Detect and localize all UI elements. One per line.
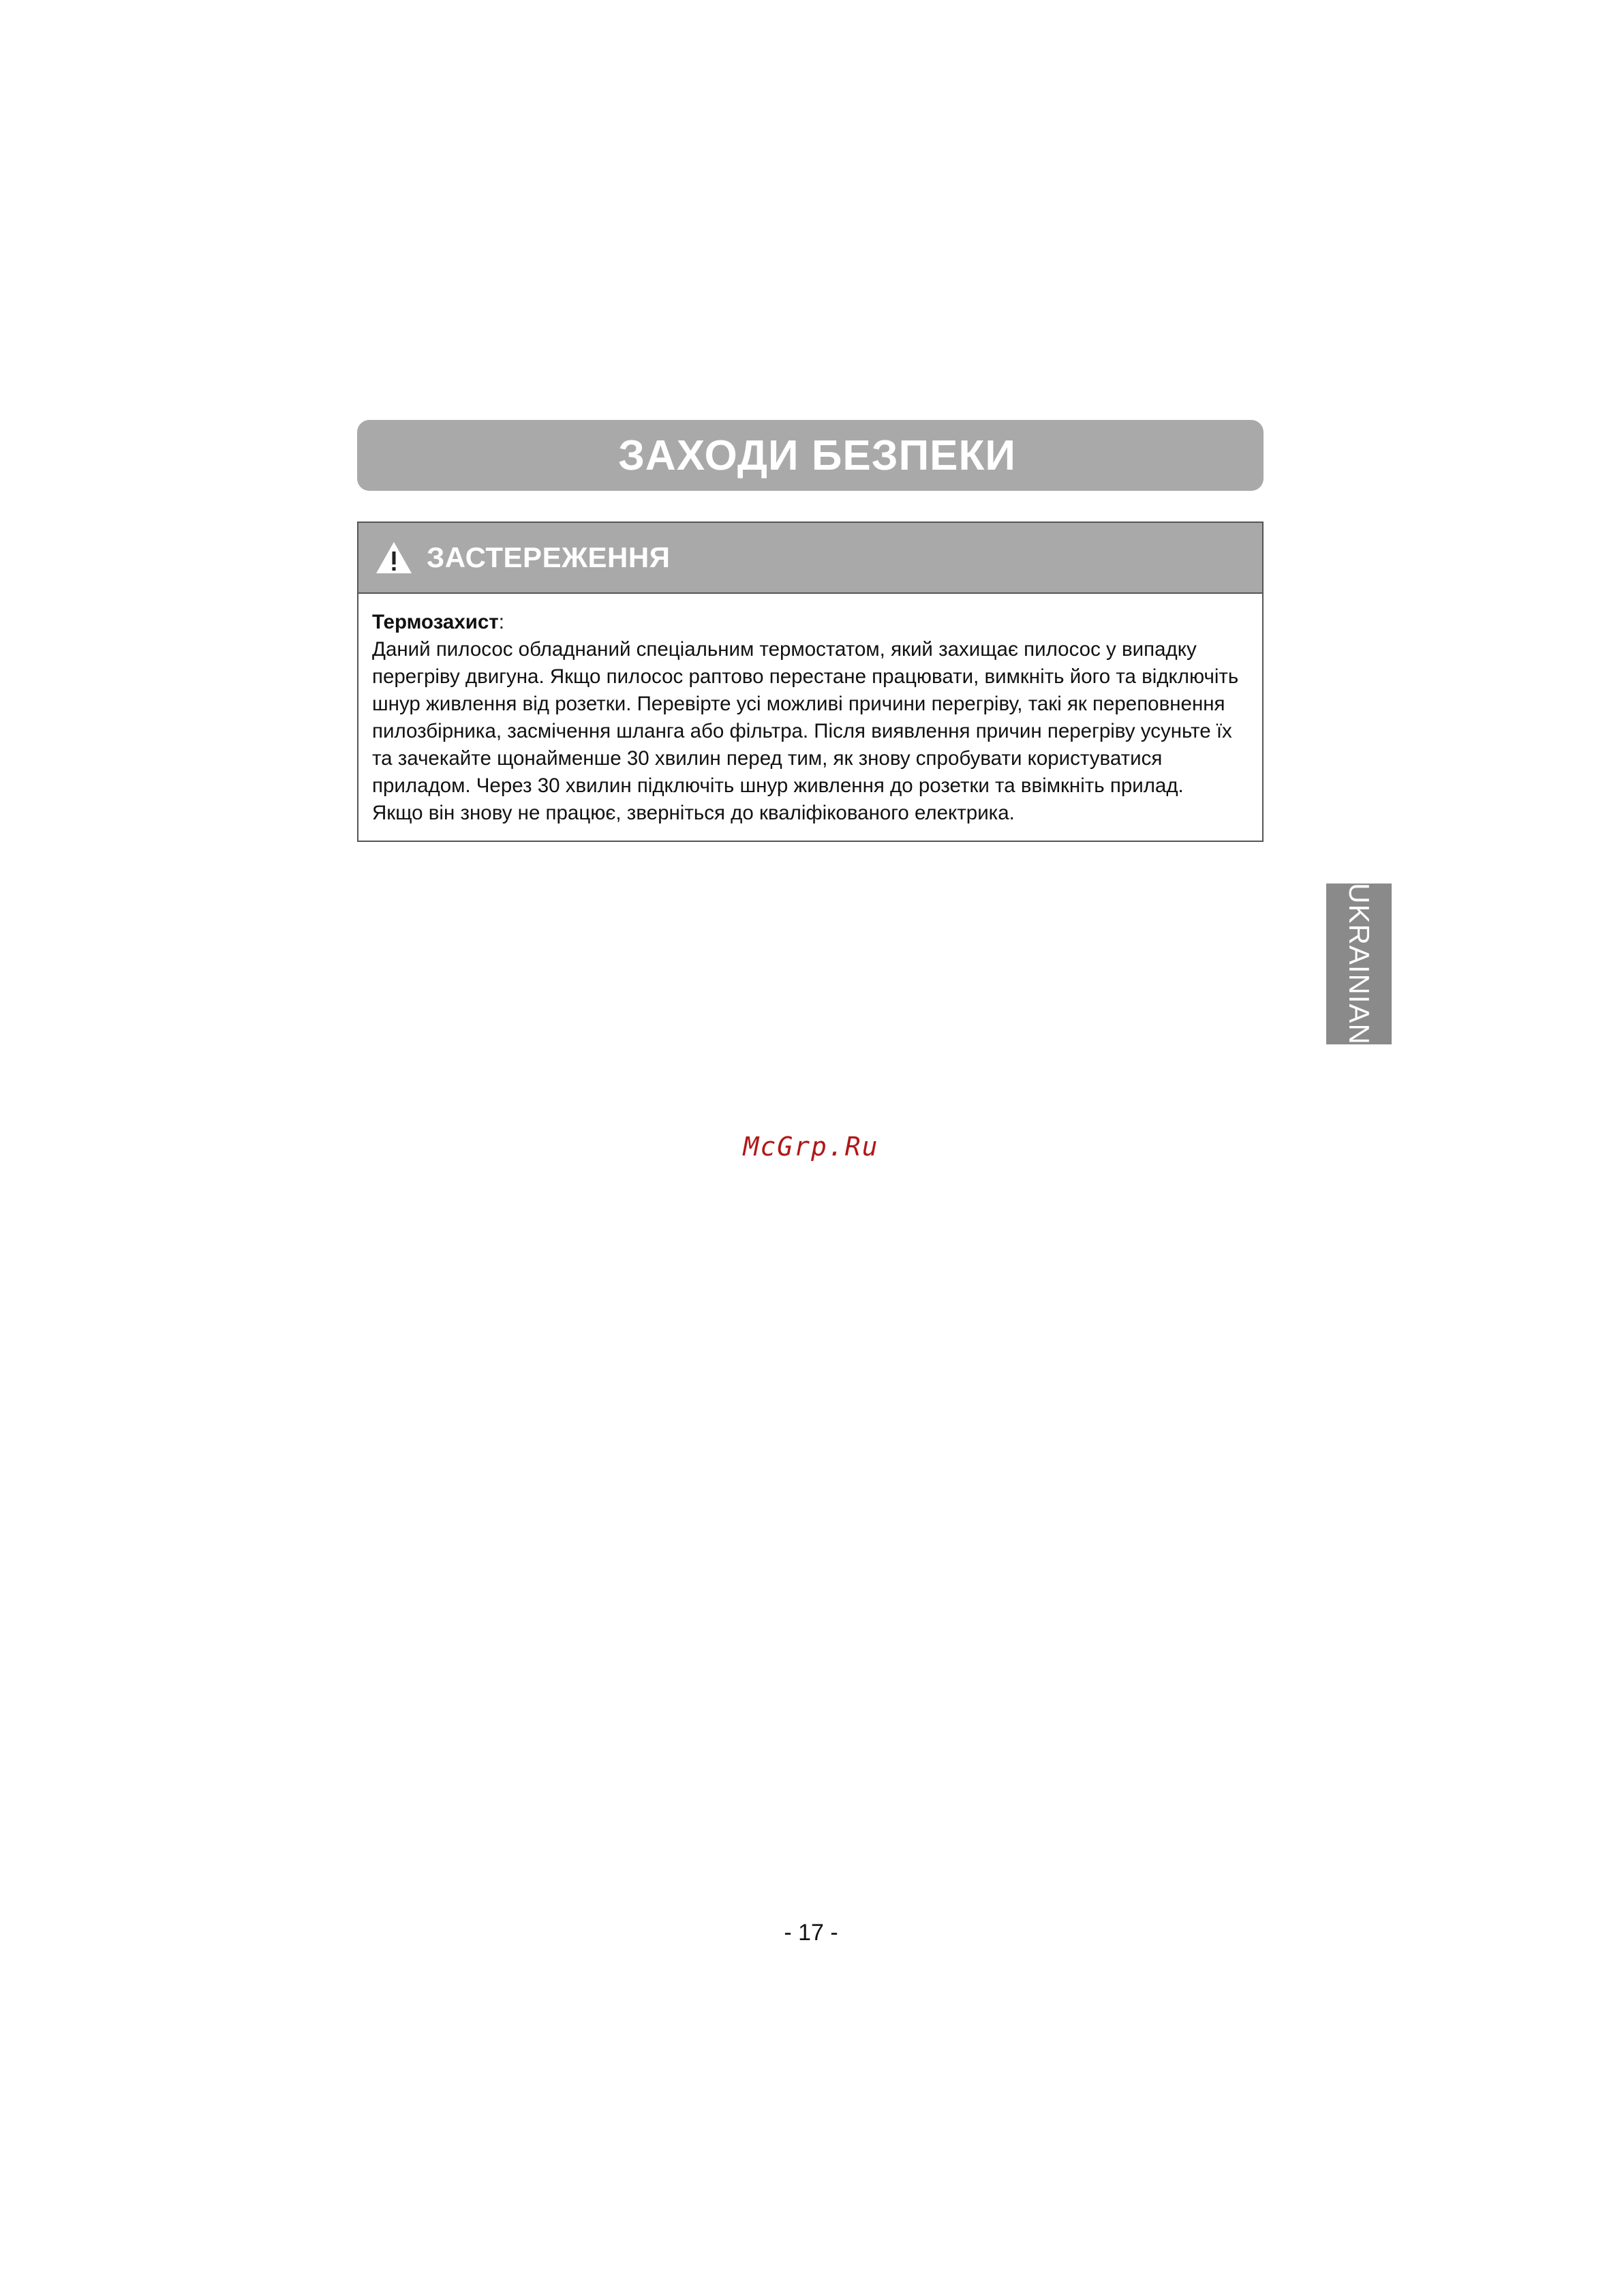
caution-text-line: перегріву двигуна. Якщо пилосос раптово перестане працювати, вимкніть його та відключіть xyxy=(372,665,1239,688)
caution-subhead: Термозахист xyxy=(372,611,499,633)
page-title: ЗАХОДИ БЕЗПЕКИ xyxy=(618,432,1016,479)
caution-text-line: Якщо він знову не працює, зверніться до кваліфікованого електрика. xyxy=(372,802,1015,824)
caution-text-line: пилозбірника, засмічення шланга або фільтра. Після виявлення причин перегріву усуньте їх xyxy=(372,720,1232,742)
page-number: - 17 - xyxy=(784,1920,838,1946)
caution-subhead-colon: : xyxy=(498,611,504,633)
language-tab xyxy=(1326,883,1392,1044)
caution-text-line: шнур живлення від розетки. Перевірте усі можливі причини перегріву, такі як переповнення xyxy=(372,693,1225,715)
caution-text-line: приладом. Через 30 хвилин підключіть шнур живлення до розетки та ввімкніть прилад. xyxy=(372,774,1184,797)
caution-text-line: та зачекайте щонайменше 30 хвилин перед тим, як знову спробувати користуватися xyxy=(372,747,1163,770)
warning-triangle-icon xyxy=(375,541,413,575)
caution-box xyxy=(357,522,1264,842)
language-tab-label: UKRAINIAN xyxy=(1343,883,1376,1045)
caution-label: ЗАСТЕРЕЖЕННЯ xyxy=(427,541,671,573)
watermark: McGrp.Ru xyxy=(743,1132,879,1162)
caution-subhead-line xyxy=(372,609,1251,636)
caution-body xyxy=(358,594,1262,827)
caution-text-line: Даний пилосос обладнаний спеціальним термостатом, який захищає пилосос у випадку xyxy=(372,638,1197,661)
section-title-bar xyxy=(357,420,1264,491)
caution-header xyxy=(358,523,1262,594)
